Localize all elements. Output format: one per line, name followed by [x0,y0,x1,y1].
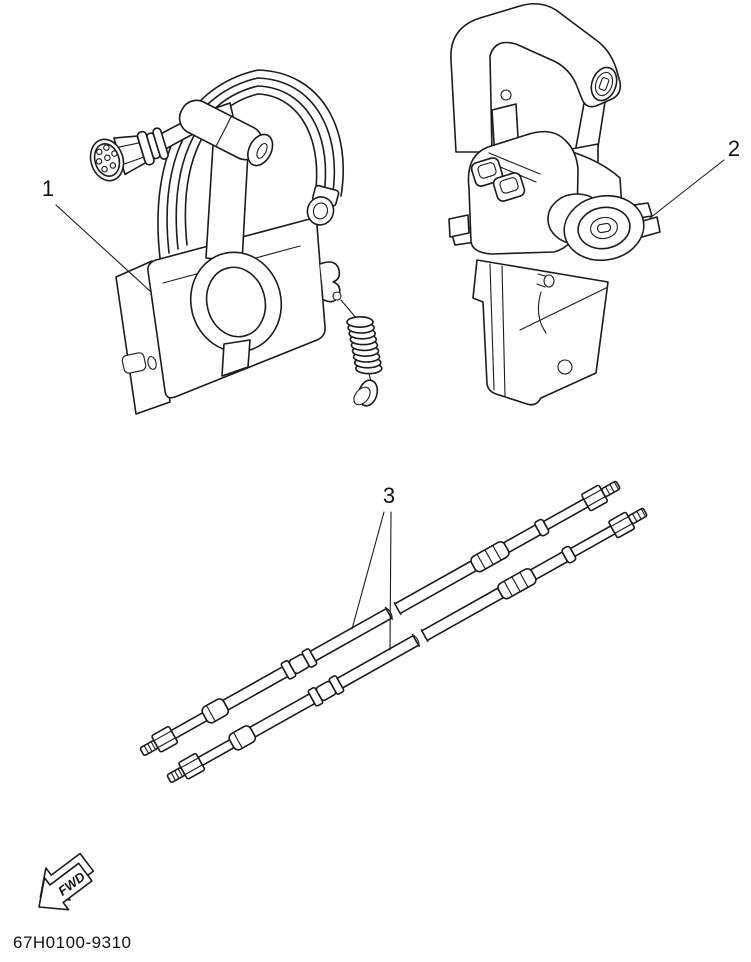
wire-harness-connector [86,122,171,184]
lanyard-spring [347,317,382,374]
callout-2-label: 2 [727,136,741,161]
callout-3-label: 3 [382,483,396,508]
mounting-bracket [473,260,608,405]
fwd-arrow-label: FWD [55,868,88,899]
callout-2-leader [650,160,724,218]
stop-button [121,352,146,374]
lanyard-clip [351,378,380,408]
handle-hole [501,90,511,100]
fwd-arrow-icon [23,846,103,923]
remote-control-cables [137,477,649,788]
part-number: 67H0100-9310 [13,933,132,952]
control-dial [548,190,649,267]
callout-1-label: 1 [41,176,55,201]
side-mount-remote-control [86,70,382,414]
stop-switch-lanyard [320,262,382,408]
callout-1-leader [56,205,150,291]
top-mount-remote-control [449,4,660,405]
